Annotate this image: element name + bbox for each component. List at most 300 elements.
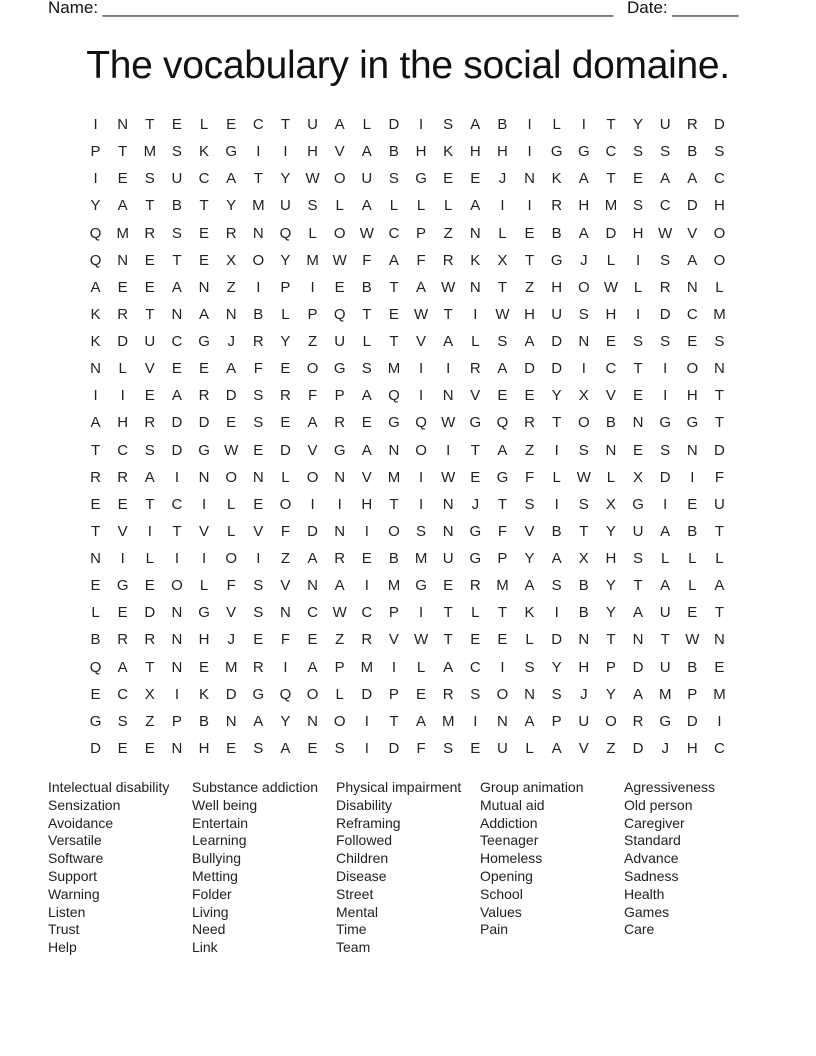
grid-cell[interactable]: C [605, 360, 617, 378]
grid-cell[interactable]: V [361, 468, 372, 486]
grid-cell[interactable]: L [498, 224, 507, 242]
grid-cell[interactable]: Z [226, 278, 236, 296]
grid-cell[interactable]: I [256, 550, 261, 567]
grid-cell[interactable]: W [359, 224, 374, 242]
grid-cell[interactable]: A [361, 387, 372, 405]
grid-cell[interactable]: K [551, 170, 562, 188]
grid-cell[interactable]: Q [388, 387, 400, 405]
grid-cell[interactable]: B [551, 224, 562, 242]
grid-cell[interactable]: F [307, 387, 318, 405]
grid-cell[interactable]: G [333, 360, 346, 378]
grid-cell[interactable]: I [473, 305, 478, 323]
grid-cell[interactable]: S [633, 197, 644, 215]
grid-cell[interactable]: D [280, 441, 291, 459]
grid-cell[interactable]: S [714, 333, 725, 350]
grid-cell[interactable]: K [90, 305, 101, 323]
grid-cell[interactable]: N [442, 495, 454, 513]
grid-cell[interactable]: Q [496, 414, 509, 432]
grid-cell[interactable]: F [253, 360, 263, 378]
grid-cell[interactable]: M [116, 224, 129, 242]
grid-cell[interactable]: A [90, 278, 101, 296]
grid-cell[interactable]: W [305, 170, 320, 188]
grid-cell[interactable]: L [227, 522, 236, 540]
grid-cell[interactable]: Z [606, 739, 616, 757]
grid-cell[interactable]: U [714, 495, 725, 513]
grid-cell[interactable]: I [174, 685, 180, 703]
grid-cell[interactable]: I [120, 387, 125, 405]
grid-cell[interactable]: R [144, 414, 156, 432]
grid-cell[interactable]: O [577, 414, 590, 432]
grid-cell[interactable]: N [171, 631, 183, 649]
grid-cell[interactable]: U [334, 333, 346, 350]
grid-cell[interactable]: P [388, 685, 399, 703]
grid-cell[interactable]: I [527, 197, 532, 215]
grid-cell[interactable]: E [524, 224, 535, 242]
grid-cell[interactable]: N [171, 739, 183, 757]
grid-cell[interactable]: U [171, 170, 183, 188]
grid-cell[interactable]: A [524, 712, 535, 730]
grid-cell[interactable]: V [416, 333, 427, 350]
grid-cell[interactable]: I [500, 658, 505, 676]
grid-cell[interactable]: D [225, 387, 237, 405]
grid-cell[interactable]: P [388, 604, 399, 622]
grid-cell[interactable]: E [171, 360, 182, 378]
grid-cell[interactable]: F [280, 631, 291, 649]
grid-cell[interactable]: N [171, 658, 183, 676]
grid-cell[interactable]: T [552, 414, 562, 432]
grid-cell[interactable]: E [90, 685, 101, 703]
grid-cell[interactable]: U [442, 550, 454, 567]
grid-cell[interactable]: N [334, 522, 346, 540]
grid-cell[interactable]: U [659, 116, 671, 133]
grid-cell[interactable]: C [605, 143, 617, 161]
grid-cell[interactable]: E [171, 116, 182, 133]
grid-cell[interactable]: S [633, 550, 644, 567]
grid-cell[interactable]: G [686, 414, 699, 432]
grid-cell[interactable]: E [470, 739, 481, 757]
grid-cell[interactable]: R [252, 333, 264, 350]
grid-cell[interactable]: F [280, 522, 291, 540]
grid-cell[interactable]: I [201, 550, 207, 567]
grid-cell[interactable]: B [361, 278, 372, 296]
grid-cell[interactable]: W [603, 278, 619, 296]
grid-cell[interactable]: A [578, 170, 589, 188]
grid-cell[interactable]: G [496, 468, 509, 486]
grid-cell[interactable]: W [441, 468, 456, 486]
grid-cell[interactable]: E [90, 577, 101, 595]
grid-cell[interactable]: G [415, 577, 427, 595]
grid-cell[interactable]: O [333, 712, 346, 730]
grid-cell[interactable]: U [497, 739, 508, 757]
grid-cell[interactable]: R [469, 360, 481, 378]
grid-cell[interactable]: A [280, 739, 291, 757]
grid-cell[interactable]: S [443, 739, 454, 757]
grid-cell[interactable]: T [579, 522, 589, 540]
grid-cell[interactable]: R [117, 305, 129, 323]
grid-cell[interactable]: A [171, 278, 182, 296]
grid-cell[interactable]: I [201, 495, 207, 513]
grid-cell[interactable]: R [198, 387, 210, 405]
grid-cell[interactable]: S [171, 143, 182, 161]
grid-cell[interactable]: I [554, 495, 559, 513]
grid-cell[interactable]: E [117, 170, 128, 188]
grid-cell[interactable]: E [199, 360, 210, 378]
grid-cell[interactable]: I [147, 522, 152, 540]
grid-cell[interactable]: I [527, 116, 532, 133]
grid-cell[interactable]: T [280, 116, 291, 133]
grid-cell[interactable]: L [281, 305, 290, 323]
grid-cell[interactable]: S [524, 658, 535, 676]
grid-cell[interactable]: P [497, 550, 508, 567]
grid-cell[interactable]: P [551, 712, 562, 730]
grid-cell[interactable]: T [253, 170, 263, 188]
grid-cell[interactable]: B [90, 631, 101, 649]
grid-cell[interactable]: N [469, 278, 481, 296]
grid-cell[interactable]: F [416, 739, 426, 757]
grid-cell[interactable]: O [713, 251, 726, 269]
grid-cell[interactable]: L [308, 224, 317, 242]
grid-cell[interactable]: E [605, 333, 616, 350]
grid-cell[interactable]: T [606, 116, 616, 133]
grid-cell[interactable]: H [578, 197, 590, 215]
grid-cell[interactable]: I [337, 495, 342, 513]
grid-cell[interactable]: H [605, 550, 617, 567]
grid-cell[interactable]: N [714, 631, 725, 649]
grid-cell[interactable]: V [470, 387, 481, 405]
grid-cell[interactable]: R [442, 685, 454, 703]
grid-cell[interactable]: U [361, 170, 373, 188]
grid-cell[interactable]: N [307, 712, 318, 730]
grid-cell[interactable]: N [578, 631, 590, 649]
grid-cell[interactable]: G [388, 414, 400, 432]
grid-cell[interactable]: T [633, 360, 643, 378]
grid-cell[interactable]: A [361, 143, 372, 161]
grid-cell[interactable]: P [280, 278, 291, 296]
grid-cell[interactable]: Q [89, 251, 102, 269]
grid-cell[interactable]: S [660, 251, 671, 269]
grid-cell[interactable]: S [470, 685, 481, 703]
grid-cell[interactable]: E [470, 631, 481, 649]
grid-cell[interactable]: C [361, 604, 373, 622]
grid-cell[interactable]: H [307, 143, 318, 161]
grid-cell[interactable]: T [443, 631, 453, 649]
grid-cell[interactable]: L [471, 604, 480, 622]
grid-cell[interactable]: L [199, 116, 209, 133]
grid-cell[interactable]: C [714, 170, 725, 188]
grid-cell[interactable]: T [714, 414, 725, 432]
grid-cell[interactable]: A [226, 170, 237, 188]
grid-cell[interactable]: X [578, 387, 589, 405]
grid-cell[interactable]: H [605, 305, 617, 323]
grid-cell[interactable]: B [388, 550, 399, 567]
grid-cell[interactable]: I [364, 712, 369, 730]
grid-cell[interactable]: W [576, 468, 591, 486]
grid-cell[interactable]: E [199, 251, 210, 269]
grid-cell[interactable]: E [144, 251, 155, 269]
grid-cell[interactable]: W [441, 278, 456, 296]
grid-cell[interactable]: E [226, 414, 237, 432]
grid-cell[interactable]: A [253, 712, 264, 730]
grid-cell[interactable]: L [362, 333, 371, 350]
grid-cell[interactable]: A [660, 522, 671, 540]
grid-cell[interactable]: R [551, 197, 563, 215]
grid-cell[interactable]: N [90, 360, 101, 378]
grid-cell[interactable]: L [688, 577, 697, 595]
grid-cell[interactable]: R [334, 414, 346, 432]
grid-cell[interactable]: N [442, 387, 454, 405]
grid-cell[interactable]: R [144, 224, 156, 242]
grid-cell[interactable]: Y [605, 685, 616, 703]
grid-cell[interactable]: S [253, 414, 264, 432]
grid-cell[interactable]: E [253, 495, 264, 513]
grid-cell[interactable]: T [524, 251, 535, 269]
grid-cell[interactable]: O [605, 712, 617, 730]
grid-cell[interactable]: I [174, 550, 180, 567]
grid-cell[interactable]: E [633, 387, 644, 405]
grid-cell[interactable]: N [469, 224, 481, 242]
grid-cell[interactable]: T [172, 522, 182, 540]
grid-cell[interactable]: N [225, 305, 237, 323]
grid-cell[interactable]: A [307, 414, 318, 432]
grid-cell[interactable]: E [144, 387, 155, 405]
grid-cell[interactable]: T [90, 522, 101, 540]
grid-cell[interactable]: D [171, 414, 183, 432]
grid-cell[interactable]: A [117, 658, 128, 676]
grid-cell[interactable]: N [334, 468, 346, 486]
grid-cell[interactable]: P [307, 305, 318, 323]
grid-cell[interactable]: Y [226, 197, 237, 215]
grid-cell[interactable]: V [253, 522, 264, 540]
grid-cell[interactable]: U [659, 658, 671, 676]
grid-cell[interactable]: I [418, 360, 424, 378]
grid-cell[interactable]: C [117, 441, 129, 459]
grid-cell[interactable]: I [310, 495, 315, 513]
grid-cell[interactable]: C [171, 333, 183, 350]
grid-cell[interactable]: A [117, 197, 128, 215]
grid-cell[interactable]: N [252, 224, 264, 242]
grid-cell[interactable]: Q [89, 224, 102, 242]
grid-cell[interactable]: L [633, 278, 643, 296]
grid-cell[interactable]: U [144, 333, 156, 350]
grid-cell[interactable]: E [144, 739, 155, 757]
grid-cell[interactable]: L [145, 550, 154, 567]
grid-cell[interactable]: I [391, 658, 397, 676]
grid-cell[interactable]: G [198, 604, 210, 622]
grid-cell[interactable]: E [253, 631, 264, 649]
grid-cell[interactable]: T [90, 441, 101, 459]
grid-cell[interactable]: E [334, 278, 345, 296]
grid-cell[interactable]: N [605, 441, 617, 459]
grid-cell[interactable]: A [144, 468, 155, 486]
grid-cell[interactable]: E [416, 685, 427, 703]
grid-cell[interactable]: G [469, 550, 482, 567]
grid-cell[interactable]: Y [551, 387, 562, 405]
grid-cell[interactable]: Z [443, 224, 453, 242]
grid-cell[interactable]: G [469, 522, 482, 540]
grid-cell[interactable]: A [633, 685, 644, 703]
grid-cell[interactable]: S [334, 739, 345, 757]
grid-cell[interactable]: L [227, 495, 236, 513]
grid-cell[interactable]: U [659, 604, 671, 622]
grid-cell[interactable]: N [90, 550, 101, 567]
grid-cell[interactable]: C [198, 170, 210, 188]
grid-cell[interactable]: X [497, 251, 508, 269]
grid-cell[interactable]: J [498, 170, 507, 188]
grid-cell[interactable]: I [364, 577, 369, 595]
grid-cell[interactable]: L [525, 739, 534, 757]
grid-cell[interactable]: T [145, 495, 155, 513]
grid-cell[interactable]: C [388, 224, 400, 242]
grid-cell[interactable]: S [660, 441, 671, 459]
grid-cell[interactable]: D [551, 333, 563, 350]
grid-cell[interactable]: Y [280, 712, 291, 730]
grid-cell[interactable]: L [606, 468, 616, 486]
grid-cell[interactable]: U [551, 305, 563, 323]
grid-cell[interactable]: H [578, 658, 590, 676]
grid-cell[interactable]: X [578, 550, 589, 567]
grid-cell[interactable]: D [551, 360, 563, 378]
grid-cell[interactable]: I [446, 441, 451, 459]
grid-cell[interactable]: R [361, 631, 373, 649]
date-field[interactable]: Date: _______ [627, 0, 739, 17]
grid-cell[interactable]: T [633, 577, 643, 595]
grid-cell[interactable]: N [578, 333, 590, 350]
grid-cell[interactable]: W [332, 604, 347, 622]
grid-cell[interactable]: L [335, 685, 344, 703]
grid-cell[interactable]: O [388, 522, 400, 540]
grid-cell[interactable]: Y [280, 333, 291, 350]
grid-cell[interactable]: C [659, 197, 671, 215]
grid-cell[interactable]: D [171, 441, 183, 459]
grid-cell[interactable]: A [714, 577, 725, 595]
grid-cell[interactable]: A [361, 441, 372, 459]
grid-cell[interactable]: S [253, 604, 264, 622]
grid-cell[interactable]: I [93, 170, 98, 188]
grid-cell[interactable]: P [334, 658, 345, 676]
grid-cell[interactable]: A [660, 577, 671, 595]
grid-cell[interactable]: J [580, 685, 588, 703]
grid-cell[interactable]: H [686, 387, 698, 405]
grid-cell[interactable]: Q [279, 224, 292, 242]
grid-cell[interactable]: T [497, 604, 508, 622]
grid-cell[interactable]: H [415, 143, 427, 161]
grid-cell[interactable]: E [253, 441, 264, 459]
grid-cell[interactable]: I [554, 441, 559, 459]
grid-cell[interactable]: D [388, 739, 400, 757]
grid-cell[interactable]: M [414, 550, 428, 567]
grid-cell[interactable]: F [226, 577, 236, 595]
grid-cell[interactable]: A [470, 197, 481, 215]
grid-cell[interactable]: T [606, 170, 616, 188]
grid-cell[interactable]: N [171, 604, 183, 622]
grid-cell[interactable]: F [524, 468, 535, 486]
grid-cell[interactable]: Y [90, 197, 101, 215]
grid-cell[interactable]: S [633, 143, 644, 161]
grid-cell[interactable]: T [443, 604, 453, 622]
grid-cell[interactable]: B [605, 414, 616, 432]
grid-cell[interactable]: S [416, 522, 427, 540]
grid-cell[interactable]: A [497, 360, 508, 378]
grid-cell[interactable]: S [144, 170, 155, 188]
grid-cell[interactable]: C [171, 495, 183, 513]
grid-cell[interactable]: E [470, 170, 481, 188]
grid-cell[interactable]: L [552, 468, 561, 486]
grid-cell[interactable]: Z [307, 333, 318, 350]
grid-cell[interactable]: R [524, 414, 535, 432]
grid-cell[interactable]: R [117, 468, 129, 486]
grid-cell[interactable]: D [361, 685, 373, 703]
grid-cell[interactable]: I [663, 495, 668, 513]
grid-cell[interactable]: A [226, 360, 237, 378]
grid-cell[interactable]: S [497, 333, 508, 350]
grid-cell[interactable]: P [416, 224, 427, 242]
grid-cell[interactable]: G [198, 441, 210, 459]
grid-cell[interactable]: A [307, 550, 318, 567]
grid-cell[interactable]: A [551, 550, 562, 567]
grid-cell[interactable]: E [90, 495, 101, 513]
grid-cell[interactable]: I [256, 143, 261, 161]
grid-cell[interactable]: R [334, 550, 346, 567]
grid-cell[interactable]: L [91, 604, 100, 622]
grid-cell[interactable]: T [714, 522, 725, 540]
grid-cell[interactable]: V [578, 739, 589, 757]
grid-cell[interactable]: V [605, 387, 616, 405]
grid-cell[interactable]: T [389, 278, 399, 296]
grid-cell[interactable]: N [198, 278, 210, 296]
grid-cell[interactable]: N [117, 116, 129, 133]
grid-cell[interactable]: O [333, 170, 346, 188]
grid-cell[interactable]: S [117, 712, 128, 730]
grid-cell[interactable]: L [118, 360, 127, 378]
grid-cell[interactable]: N [632, 414, 644, 432]
grid-cell[interactable]: N [442, 522, 454, 540]
grid-cell[interactable]: M [143, 143, 157, 161]
grid-cell[interactable]: K [443, 143, 454, 161]
grid-cell[interactable]: R [686, 116, 698, 133]
grid-cell[interactable]: T [606, 631, 616, 649]
grid-cell[interactable]: F [416, 251, 426, 269]
grid-cell[interactable]: S [578, 441, 589, 459]
grid-cell[interactable]: A [388, 251, 399, 269]
grid-cell[interactable]: C [307, 604, 318, 622]
grid-cell[interactable]: C [252, 116, 264, 133]
grid-cell[interactable]: G [632, 495, 644, 513]
grid-cell[interactable]: H [469, 143, 481, 161]
grid-cell[interactable]: V [388, 631, 399, 649]
grid-cell[interactable]: D [686, 197, 698, 215]
grid-cell[interactable]: E [307, 631, 318, 649]
grid-cell[interactable]: H [117, 414, 129, 432]
grid-cell[interactable]: E [199, 224, 210, 242]
grid-cell[interactable]: W [441, 414, 456, 432]
grid-cell[interactable]: I [283, 658, 288, 676]
grid-cell[interactable]: P [171, 712, 182, 730]
grid-cell[interactable]: I [717, 712, 722, 730]
grid-cell[interactable]: G [659, 712, 672, 730]
grid-cell[interactable]: K [199, 685, 210, 703]
grid-cell[interactable]: L [525, 631, 534, 649]
grid-cell[interactable]: W [658, 224, 673, 242]
grid-cell[interactable]: T [362, 305, 372, 323]
grid-cell[interactable]: A [90, 414, 101, 432]
grid-cell[interactable]: H [524, 305, 535, 323]
grid-cell[interactable]: T [389, 712, 399, 730]
grid-cell[interactable]: Q [89, 658, 102, 676]
grid-cell[interactable]: Y [605, 522, 616, 540]
grid-cell[interactable]: W [224, 441, 239, 459]
grid-cell[interactable]: E [687, 333, 698, 350]
grid-cell[interactable]: R [469, 577, 481, 595]
